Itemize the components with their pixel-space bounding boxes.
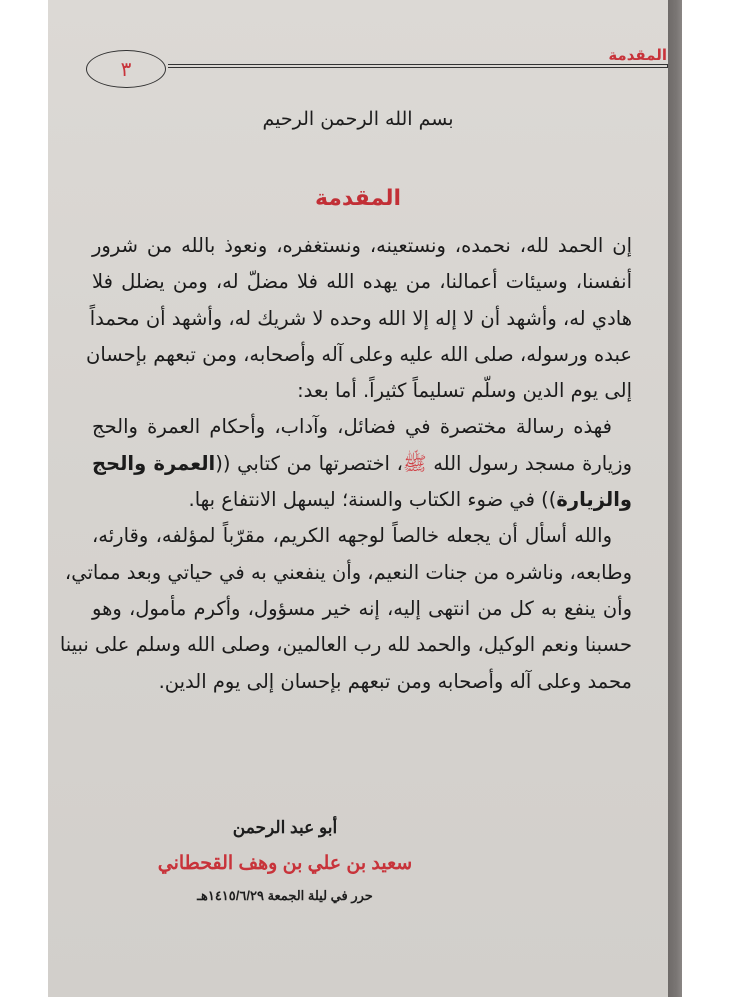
text-line: عبده ورسوله، صلى الله عليه وعلى آله وأصحابه، ومن تبعهم بإحسان — [86, 342, 632, 366]
section-title: المقدمة — [314, 186, 402, 211]
text-segment: وزيارة مسجد رسول الله — [433, 451, 632, 475]
text-line: وأن ينفع به كل من انتهى إليه، إنه خير مسؤول، وأكرم مأمول، وهو — [92, 596, 632, 620]
text-line: فهذه رسالة مختصرة في فضائل، وآداب، وأحكام العمرة والحج — [92, 415, 612, 439]
text-line: إلى يوم الدين وسلّم تسليماً كثيراً. أما بعد: — [297, 379, 632, 403]
page-number-oval — [86, 50, 166, 88]
basmala: بسم الله الرحمن الرحيم — [262, 108, 454, 130]
text-line: إن الحمد لله، نحمده، ونستعينه، ونستغفره، ونعوذ بالله من شرور — [92, 234, 632, 257]
book-title-part2: والزيارة — [556, 488, 632, 512]
page-binding-edge — [668, 0, 682, 997]
text-line: حسبنا ونعم الوكيل، والحمد لله رب العالمين، وصلى الله وسلم على نبينا — [59, 633, 632, 657]
salawat-symbol: ﷺ — [402, 451, 427, 475]
text-line: محمد وعلى آله وأصحابه ومن تبعهم بإحسان إلى يوم الدين. — [158, 669, 632, 693]
text-segment: ، اختصرتها من كتابي (( — [215, 451, 403, 475]
date-note: حرر في ليلة الجمعة ١٤١٥/٦/٢٩هـ — [197, 888, 373, 903]
text-line-composite — [92, 446, 632, 482]
page-number: ٣ — [120, 57, 132, 81]
header-rule — [168, 64, 668, 68]
text-line: هادي له، وأشهد أن لا إله إلا الله وحده لا شريك له، وأشهد أن محمداً — [89, 306, 632, 330]
text-line: أنفسنا، وسيئات أعمالنا، من يهده الله فلا مضلّ له، ومن يضلل فلا — [92, 270, 632, 294]
running-header-title: المقدمة — [608, 46, 667, 64]
author-name: سعيد بن علي بن وهف القحطاني — [157, 853, 413, 874]
text-line: وطابعه، وناشره من جنات النعيم، وأن ينفعني به في حياتي وبعد مماتي، — [64, 560, 632, 584]
author-kunya: أبو عبد الرحمن — [232, 818, 338, 837]
text-line-composite — [92, 482, 632, 518]
body-text — [59, 228, 632, 700]
book-title-part1: العمرة والحج — [92, 451, 216, 475]
text-segment: )) في ضوء الكتاب والسنة؛ ليسهل الانتفاع بها. — [188, 488, 557, 512]
text-line: والله أسأل أن يجعله خالصاً لوجهه الكريم، مقرّباً لمؤلفه، وقارئه، — [92, 524, 612, 548]
